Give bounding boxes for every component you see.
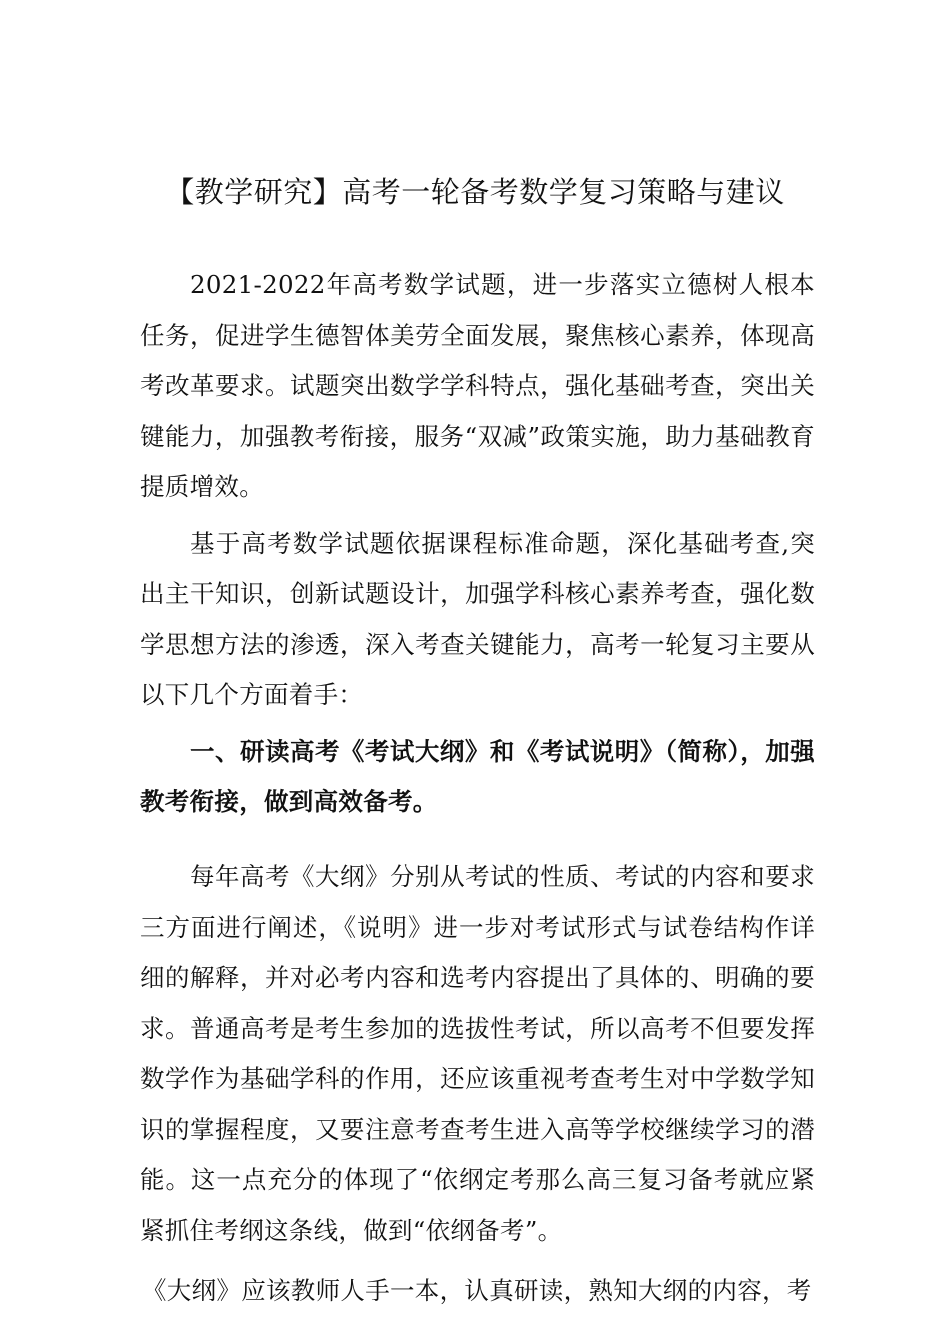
intro-paragraph-1: 2021-2022年高考数学试题，进一步落实立德树人根本任务，促进学生德智体美劳全面发展，聚焦核心素养，体现高考改革要求。试题突出数学学科特点，强化基础考查，突出关键能力，加强教考衔接，服务“双减”政策实施，助力基础教育提质增效。	[140, 270, 815, 501]
intro-paragraph-2: 基于高考数学试题依据课程标准命题，深化基础考查,突出主干知识，创新试题设计，加强学科核心素养考查，强化数学思想方法的渗透，深入考查关键能力，高考一轮复习主要从以下几个方面着手：	[140, 528, 815, 709]
section-1-paragraph-1: 每年高考《大纲》分别从考试的性质、考试的内容和要求三方面进行阐述，《说明》进一步对考试形式与试卷结构作详细的解释，并对必考内容和选考内容提出了具体的、明确的要求。普通高考是考生参加的选拔性考试，所以高考不但要发挥数学作为基础学科的作用，还应该重视考查考生对中学数学知识的掌握程度，又要注意考查考生进入高等学校继续学习的潜能。这一点充分的体现了“依纲定考那么高三复习备考就应紧紧抓住考纲这条线，做到“依纲备考”。	[140, 862, 815, 1245]
section-1-heading: 一、研读高考《考试大纲》和《考试说明》（简称），加强教考衔接，做到高效备考。	[140, 736, 815, 816]
document-body	[140, 260, 815, 1317]
document-title: 【教学研究】高考一轮备考数学复习策略与建议	[165, 175, 785, 209]
section-1-paragraph-2: 《大纲》应该教师人手一本，认真研读，熟知大纲的内容，考	[142, 1276, 812, 1305]
